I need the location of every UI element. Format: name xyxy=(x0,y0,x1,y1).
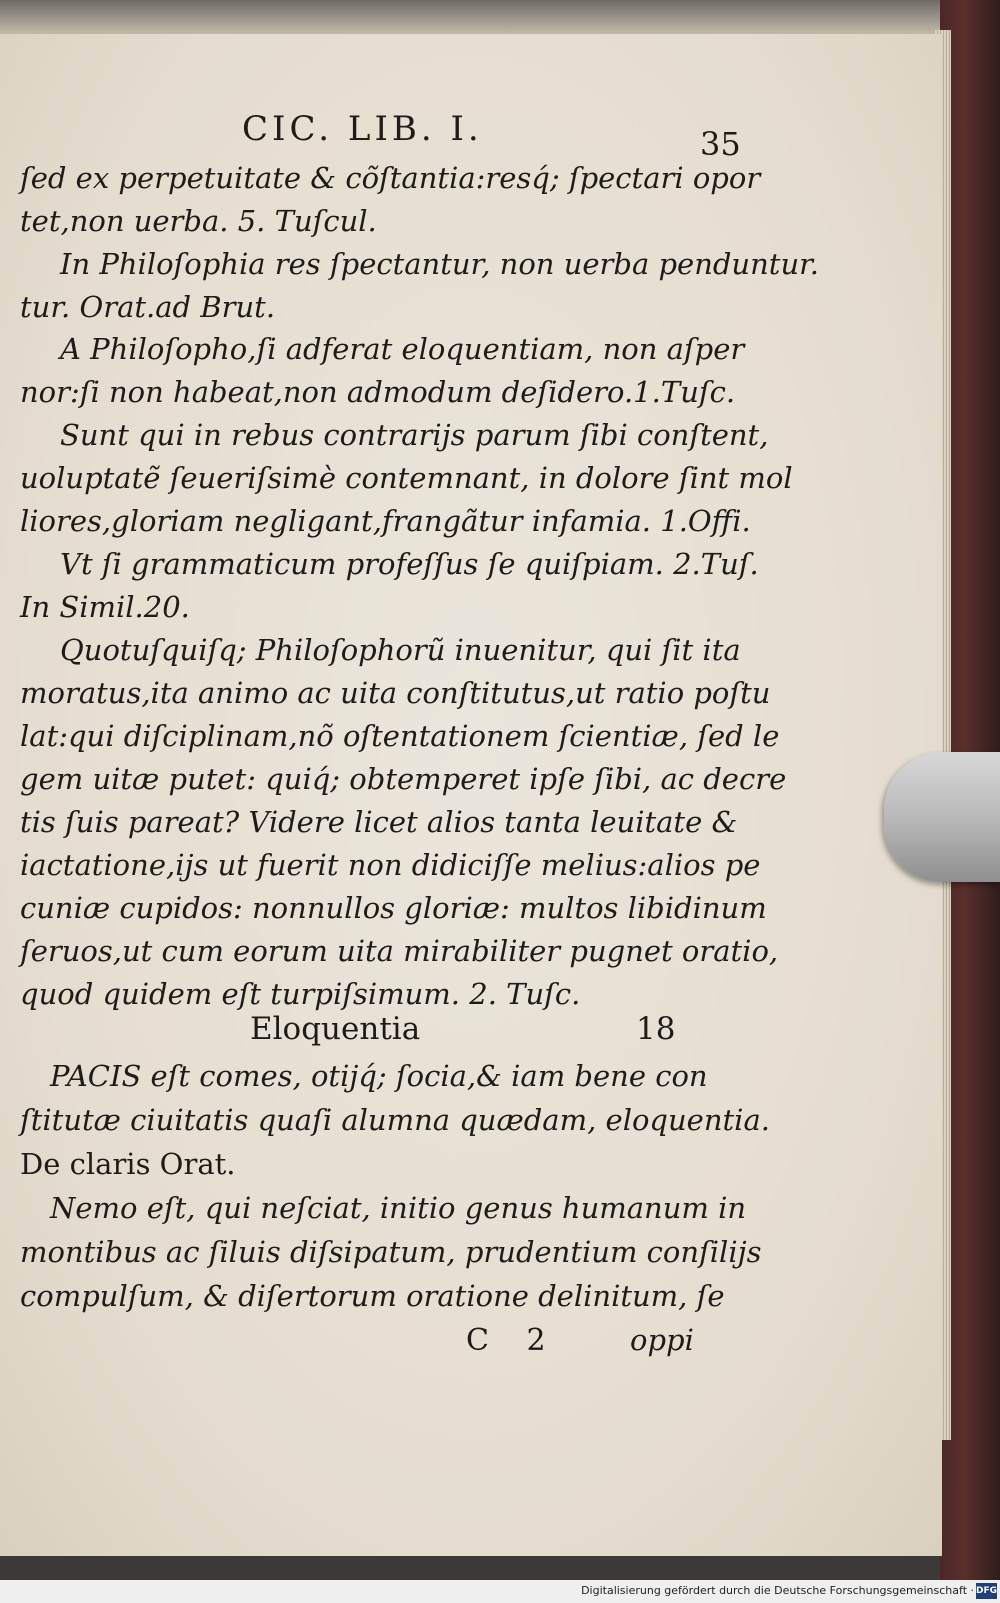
body-line: iactatione,ijs ut fuerit non didiciſſe melius:alios pe xyxy=(20,848,761,882)
catchword: oppi xyxy=(630,1323,694,1357)
funding-credit: Digitalisierung gefördert durch die Deutsche Forschungsgemeinschaft · xyxy=(581,1584,974,1597)
body-line: quod quidem eſt turpiſsimum. 2. Tuſc. xyxy=(20,977,581,1011)
page-text xyxy=(0,34,942,1556)
section-line: De claris Orat. xyxy=(20,1147,236,1181)
body-line: In Philoſophia res ſpectantur, non uerba penduntur. xyxy=(60,247,820,281)
signature-mark: C 2 xyxy=(466,1323,560,1358)
body-line: liores,gloriam negligant,frangãtur infamia. 1.Offi. xyxy=(20,504,751,538)
running-title: CIC. LIB. I. xyxy=(242,109,483,149)
body-line: lat:qui diſciplinam,nõ oſtentationem ſcientiæ, ſed le xyxy=(20,719,780,753)
body-line: tet,non uerba. 5. Tuſcul. xyxy=(20,204,377,238)
section-title: Eloquentia xyxy=(250,1011,421,1047)
body-line: ſed ex perpetuitate & cõſtantia:resq́; ſpectari opor xyxy=(20,161,761,195)
body-line: ſeruos,ut cum eorum uita mirabiliter pugnet oratio, xyxy=(20,934,779,968)
body-line: Quotuſquiſq; Philoſophorũ inuenitur, qui ſit ita xyxy=(60,633,741,667)
body-line: Sunt qui in rebus contrarijs parum ſibi conſtent, xyxy=(60,418,769,452)
section-line: Nemo eſt, qui neſciat, initio genus humanum in xyxy=(50,1191,747,1225)
section-line: compulſum, & diſertorum oratione delinitum, ſe xyxy=(20,1279,725,1313)
body-line: A Philoſopho,ſi adferat eloquentiam, non aſper xyxy=(60,332,745,366)
body-line: gem uitæ putet: quiq́; obtemperet ipſe ſibi, ac decre xyxy=(20,762,787,796)
page-clip xyxy=(884,752,1000,882)
body-line: moratus,ita animo ac uita conſtitutus,ut ratio poſtu xyxy=(20,676,771,710)
footer-bar xyxy=(0,1580,1000,1603)
section-line: PACIS eſt comes, otijq́; ſocia,& iam bene con xyxy=(50,1059,708,1093)
page-number: 35 xyxy=(700,125,741,163)
body-line: cuniæ cupidos: nonnullos gloriæ: multos libidinum xyxy=(20,891,767,925)
section-line: ſtitutæ ciuitatis quaſi alumna quædam, eloquentia. xyxy=(20,1103,770,1137)
section-line: montibus ac ſiluis diſsipatum, prudentium conſilijs xyxy=(20,1235,762,1269)
body-line: tis ſuis pareat? Videre licet alios tanta leuitate & xyxy=(20,805,738,839)
body-line: In Simil.20. xyxy=(20,590,190,624)
body-line: uoluptatẽ ſeueriſsimè contemnant, in dolore ſint mol xyxy=(20,461,793,495)
body-line: nor:ſi non habeat,non admodum deſidero.1.Tuſc. xyxy=(20,375,736,409)
section-number: 18 xyxy=(636,1011,676,1047)
book-page xyxy=(0,34,942,1556)
dfg-logo-icon: DFG xyxy=(976,1583,997,1599)
body-line: tur. Orat.ad Brut. xyxy=(20,290,276,324)
body-line: Vt ſi grammaticum profeſſus ſe quiſpiam. 2.Tuſ. xyxy=(60,547,759,581)
